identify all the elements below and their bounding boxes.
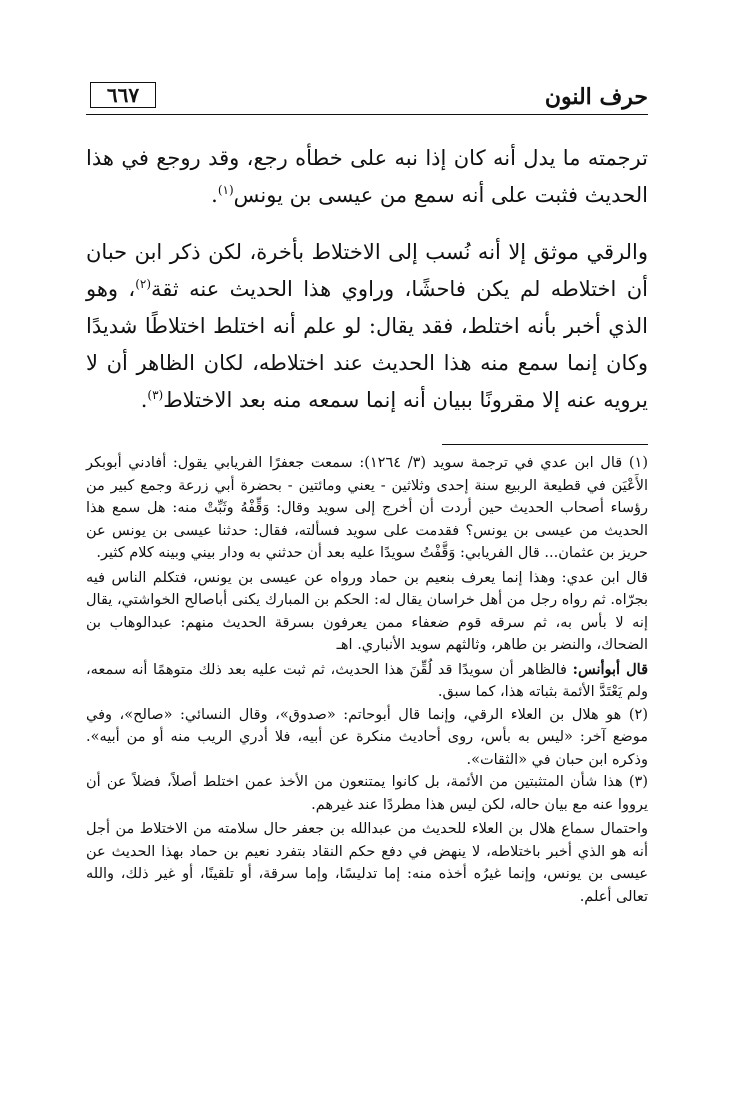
page-number: ٦٦٧ <box>90 82 156 108</box>
footnote-separator <box>442 444 648 445</box>
main-paragraph-2-text-a: والرقي موثق إلا أنه نُسب إلى الاختلاط بأخرة، لكن ذكر ابن حبان أن اختلاطه لم يكن فاحشًا، وراوي هذا الحديث عنه ثقة <box>86 240 648 301</box>
main-paragraph-2-text-b: ، وهو الذي أخبر بأنه اختلط، فقد يقال: لو علم أنه اختلط اختلاطًا شديدًا وكان إنما سمع منه هذا الحديث عند اختلاطه، لكان الظاهر أن لا يرويه عنه إلا مقرونًا ببيان أنه إنما سمعه منه بعد الاختلاط <box>86 277 648 412</box>
footnote-ref-2: (٢) <box>135 277 152 291</box>
footnote-ref-3: (٣) <box>147 388 164 402</box>
main-paragraph-1-text: ترجمته ما يدل أنه كان إذا نبه على خطأه رجع، وقد روجع في هذا الحديث فثبت على أنه سمع من عيسى بن يونس <box>86 146 648 207</box>
page-header <box>86 72 648 122</box>
footnotes <box>86 452 648 908</box>
main-paragraph-2 <box>86 234 648 419</box>
footnote-1-continuation-2-text: فالظاهر أن سويدًا قد لُقِّنَ هذا الحديث، ثم ثبت عليه بعد ذلك متوهمًا أنه سمعه، ولم يَعْتَدَّ الأئمة بثباته هذا، كما سبق. <box>86 661 648 700</box>
footnote-3 <box>86 771 648 816</box>
footnote-1-label: قال أبوأنس: <box>572 660 649 678</box>
main-paragraph-1-end: . <box>211 183 218 207</box>
chapter-title: حرف النون <box>544 84 648 110</box>
footnote-3-number: (٣) <box>628 774 649 790</box>
footnote-3-continuation: واحتمال سماع هلال بن العلاء للحديث من عبدالله بن جعفر حال سلامته من الاختلاط من أجل أنه هو الذي أخبر باختلاطه، لا ينهض في دفع حكم النقاد بتفرد نعيم بن حماد بهذا الحديث عن عيسى بن يونس، وإنما غيرُه أخذه منه: إما تدليسًا، وإما سرقة، أو تلقينًا، أو غير ذلك، والله تعالى أعلم. <box>86 821 648 905</box>
footnote-3-text: هذا شأن المتثبتين من الأئمة، بل كانوا يمتنعون من الأخذ عمن اختلط أصلاً، فضلاً عن أن يرووا عنه مع بيان حاله، لكن ليس هذا مطردًا عند غيرهم. <box>86 774 648 813</box>
footnote-2 <box>86 704 648 772</box>
footnote-1-continuation-2 <box>86 659 648 704</box>
main-paragraph-1 <box>86 140 648 214</box>
main-paragraph-2-end: . <box>140 388 148 412</box>
header-rule <box>86 114 648 115</box>
footnote-2-text: هو هلال بن العلاء الرقي، وإنما قال أبوحاتم: «صدوق»، وقال النسائي: «صالح»، وفي موضع آخر: «ليس به بأس، روى أحاديث منكرة عن أبيه، فلا أدري الريب منه أو من أبيه». وذكره ابن حبان في «الثقات». <box>86 706 648 768</box>
footnote-1-text: قال ابن عدي في ترجمة سويد (٣/ ١٢٦٤): سمعت جعفرًا الفريابي يقول: أفادني أبوبكر الأَعْيَن في قطيعة الربيع سنة إحدى وثلاثين - يعني ومائتين - بحضرة أبي زرعة وجمع كبير من رؤساء أصحاب الحديث حين أردت أن أخرج إلى سويد وقال: وَقِّفْهُ وثَبِّتْ منه: هل سمع هذا الحديث من عيسى بن يونس؟ فقدمت على سويد فسألته، فقال: حدثنا عيسى بن يونس عن حريز بن عثمان... قال الفريابي: وَقَّفْتُ سويدًا عليه بعد أن حدثني به ودار بيني وبينه كلام كثير. <box>86 455 648 561</box>
main-text <box>86 140 648 419</box>
footnote-1-number: (١) <box>628 455 649 471</box>
footnote-ref-1: (١) <box>217 183 234 197</box>
footnote-1 <box>86 452 648 565</box>
footnote-2-number: (٢) <box>628 706 648 723</box>
footnote-1-continuation-1: قال ابن عدي: وهذا إنما يعرف بنعيم بن حماد ورواه عن عيسى بن يونس، فتكلم الناس فيه بجرّاه. ثم رواه رجل من أهل خراسان يقال له: الحكم بن المبارك يكنى أباصالح الخواشتي، يقال إنه لا بأس به، ثم سرقه قوم ضعفاء ممن يعرفون بسرقة الحديث منهم: عبدالوهاب بن الضحاك، والنضر بن طاهر، وثالثهم سويد الأنباري. اهـ <box>86 569 648 653</box>
